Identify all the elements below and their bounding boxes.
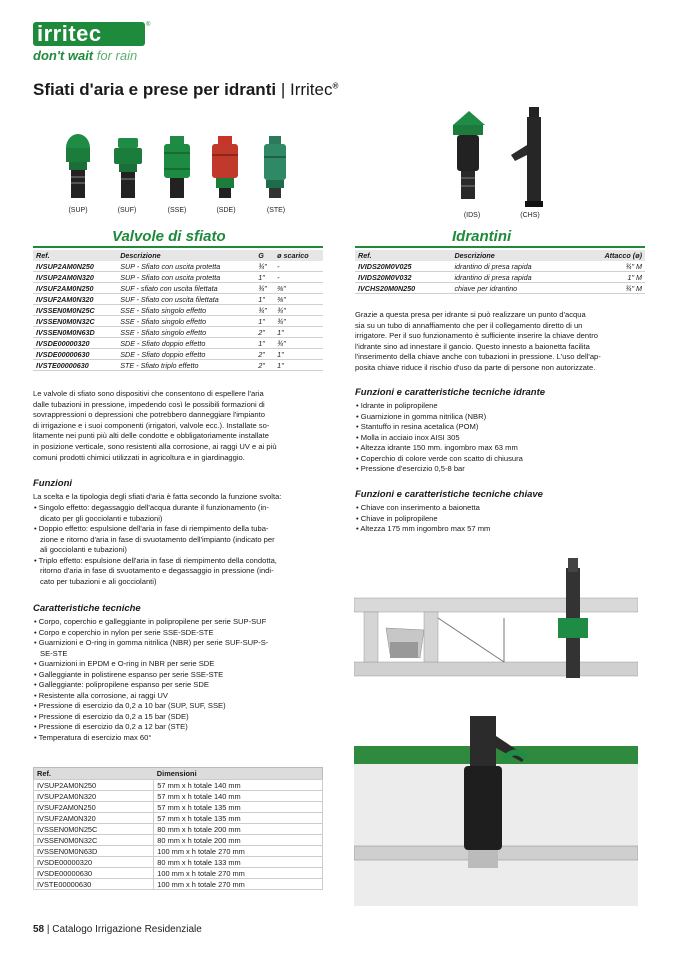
table-cell: IVSUP2AM0N320 bbox=[33, 272, 117, 283]
table-cell: IVSUP2AM0N250 bbox=[33, 261, 117, 272]
text-line: irrigatore. Per il suo funzionamento è sufficiente inserire la chiave dentro bbox=[355, 331, 598, 341]
list-item: • Doppio effetto: espulsione dell'aria in fase di riempimento della tuba- zione e ritorno d'aria in fase di svuotamento dell'impianto (indicato per ali gocciolanti e tubazioni) bbox=[33, 524, 329, 556]
table-row bbox=[355, 261, 645, 272]
text-line: di irrigazione e i suoi componenti (irrigatori, valvole ecc.). Installate so- bbox=[33, 420, 270, 430]
table-cell: IVSSEN0M0N32C bbox=[34, 835, 154, 846]
hydrant-body bbox=[464, 766, 502, 850]
air-valve-products-image bbox=[60, 132, 330, 206]
list-item: • Corpo, coperchio e galleggiante in polipropilene per serie SUP-SUF bbox=[33, 617, 329, 628]
hydrant-ids-icon bbox=[453, 111, 485, 199]
hydrant-products-image bbox=[445, 105, 555, 211]
table-row bbox=[33, 349, 323, 360]
table-row bbox=[33, 338, 323, 349]
table-cell: IVSDE00000630 bbox=[33, 349, 117, 360]
table-cell: IVIDS20M0V032 bbox=[355, 272, 451, 283]
table-cell: ⅜" bbox=[274, 294, 323, 305]
product-label-ids: (IDS) bbox=[463, 212, 481, 219]
table-cell: IVSUF2AM0N320 bbox=[34, 813, 154, 824]
hydrants-heading: Idrantini bbox=[452, 228, 512, 245]
ste-valve-icon bbox=[264, 136, 286, 198]
table-cell: SSE - Sfiato singolo effetto bbox=[117, 327, 255, 338]
table-cell: - bbox=[274, 261, 323, 272]
col-desc: Descrizione bbox=[451, 250, 578, 261]
list-item: • Chiave in polipropilene bbox=[355, 514, 647, 525]
text-line: posita chiave riduce il rischio d'uso da parte di persone non autorizzate. bbox=[355, 362, 596, 372]
table-row bbox=[34, 846, 323, 857]
table-cell: SDE - Sfiato doppio effetto bbox=[117, 349, 255, 360]
sse-valve-icon bbox=[164, 136, 190, 198]
valves-heading-rule bbox=[33, 246, 323, 248]
table-cell: IVSSEN0M0N32C bbox=[33, 316, 117, 327]
installation-diagram-surface bbox=[354, 558, 638, 688]
table-row bbox=[33, 294, 323, 305]
table-cell: IVSSEN0M0N63D bbox=[34, 846, 154, 857]
irritec-logo: irritec bbox=[33, 22, 145, 46]
table-cell: ⅜" bbox=[274, 283, 323, 294]
table-cell: 2" bbox=[255, 349, 274, 360]
text-line: litamente nei punti più alti delle condotte e obbligatoriamente installate bbox=[33, 431, 269, 441]
table-cell: 1" M bbox=[578, 272, 645, 283]
table-cell: idrantino di presa rapida bbox=[451, 261, 578, 272]
list-item: • Pressione d'esercizio 0,5-8 bar bbox=[355, 464, 647, 475]
table-cell: 2" bbox=[255, 360, 274, 371]
table-cell: ¾" bbox=[255, 283, 274, 294]
table-cell: IVSSEN0M0N63D bbox=[33, 327, 117, 338]
text-line: in posizione verticale, sono resistenti alla corrosione, ai raggi UV e ai più bbox=[33, 441, 277, 451]
table-cell: 80 mm x h totale 200 mm bbox=[154, 835, 323, 846]
installation-diagram-ground bbox=[354, 716, 638, 906]
table-cell: SSE - Sfiato singolo effetto bbox=[117, 305, 255, 316]
list-item: • Galleggiante: polipropilene espanso per serie SDE bbox=[33, 680, 329, 691]
hydrant-key-top bbox=[470, 716, 496, 766]
list-item: • Pressione di esercizio da 0,2 a 12 bar (STE) bbox=[33, 722, 329, 733]
col-attacco: Attacco (ø) bbox=[578, 250, 645, 261]
text-line: sia su un tubo di annaffiamento che per il collegamento diretto di un bbox=[355, 320, 583, 330]
funzioni-intro: La scelta e la tipologia degli sfiati d'aria è fatta secondo la funzione svolta: bbox=[33, 492, 282, 501]
table-cell: IVSUF2AM0N250 bbox=[34, 802, 154, 813]
dimensions-table bbox=[33, 767, 323, 890]
product-label-sup: (SUP) bbox=[68, 207, 88, 214]
table-row bbox=[34, 835, 323, 846]
product-label-chs: (CHS) bbox=[520, 212, 540, 219]
table-cell: IVSUF2AM0N250 bbox=[33, 283, 117, 294]
table-cell: ¾" bbox=[255, 305, 274, 316]
product-label-suf: (SUF) bbox=[117, 207, 137, 214]
table-cell: ¾" bbox=[274, 338, 323, 349]
product-label-sse: (SSE) bbox=[167, 207, 187, 214]
list-item: • Guarnizioni e O-ring in gomma nitrilica (NBR) per serie SUF-SUP-S- SE-STE bbox=[33, 638, 329, 659]
list-item: • Triplo effetto: espulsione dell'aria in fase di riempimento della condotta, ritorno d'aria in fase di svuotamento e degassaggio in pressione (indi- cato per tubazioni e ali gocciolanti) bbox=[33, 556, 329, 588]
table-row bbox=[34, 780, 323, 791]
table-cell: idrantino di presa rapida bbox=[451, 272, 578, 283]
text-line: Le valvole di sfiato sono dispositivi che consentono di espellere l'aria bbox=[33, 389, 264, 398]
text-line: Grazie a questa presa per idrante si può realizzare un punto d'acqua bbox=[355, 310, 586, 319]
table-row bbox=[34, 813, 323, 824]
table-cell: SUP - Sfiato con uscita protetta bbox=[117, 272, 255, 283]
table-cell: IVSDE00000320 bbox=[33, 338, 117, 349]
text-line: sovrappressioni o depressioni che potrebbero danneggiare l'impianto bbox=[33, 410, 265, 420]
table-cell: IVCHS20M0N250 bbox=[355, 283, 451, 294]
table-cell: SUF - Sfiato con uscita filettata bbox=[117, 294, 255, 305]
text-line: l'inserimento della chiave anche con tubazioni in pressione. L'uso dell'ap- bbox=[355, 352, 601, 362]
table-cell: IVSUF2AM0N320 bbox=[33, 294, 117, 305]
col-desc: Descrizione bbox=[117, 250, 255, 261]
col-ref: Ref. bbox=[33, 250, 117, 261]
table-row bbox=[355, 272, 645, 283]
table-cell: ¾" bbox=[274, 316, 323, 327]
list-item: • Guarnizione in gomma nitrilica (NBR) bbox=[355, 412, 647, 423]
table-cell: chiave per idrantino bbox=[451, 283, 578, 294]
idrante-heading: Funzioni e caratteristiche tecniche idrante bbox=[355, 387, 546, 398]
product-label-sde: (SDE) bbox=[216, 207, 236, 214]
caratteristiche-list bbox=[33, 617, 329, 743]
table-row bbox=[34, 824, 323, 835]
table-cell: IVSSEN0M0N25C bbox=[34, 824, 154, 835]
table-cell: 1" bbox=[255, 316, 274, 327]
valves-intro-paragraph bbox=[33, 389, 328, 463]
table-cell: 1" bbox=[274, 349, 323, 360]
table-cell: 80 mm x h totale 133 mm bbox=[154, 857, 323, 868]
table-row bbox=[33, 305, 323, 316]
table-cell: 1" bbox=[274, 327, 323, 338]
col-g: G bbox=[255, 250, 274, 261]
table-cell: ¾" bbox=[274, 305, 323, 316]
table-cell: SDE - Sfiato doppio effetto bbox=[117, 338, 255, 349]
table-cell: SSE - Sfiato singolo effetto bbox=[117, 316, 255, 327]
list-item: • Chiave con inserimento a baionetta bbox=[355, 503, 647, 514]
table-cell: IVSUP2AM0N320 bbox=[34, 791, 154, 802]
hydrant-green-cap bbox=[558, 618, 588, 638]
sup-valve-icon bbox=[66, 134, 90, 198]
table-cell: IVSTE00000630 bbox=[33, 360, 117, 371]
table-cell: - bbox=[274, 272, 323, 283]
hydrants-table bbox=[355, 250, 645, 294]
table-row bbox=[34, 879, 323, 890]
caratteristiche-heading: Caratteristiche tecniche bbox=[33, 603, 141, 614]
table-row bbox=[34, 857, 323, 868]
table-cell: IVSSEN0M0N25C bbox=[33, 305, 117, 316]
valves-heading: Valvole di sfiato bbox=[112, 228, 226, 245]
lower-pipe bbox=[354, 662, 638, 676]
list-item: • Idrante in polipropilene bbox=[355, 401, 647, 412]
list-item: • Molla in acciaio inox AISI 305 bbox=[355, 433, 647, 444]
list-item: • Resistente alla corrosione, ai raggi UV bbox=[33, 691, 329, 702]
table-cell: 1" bbox=[255, 294, 274, 305]
text-line: comuni prodotti chimici utilizzati in agricoltura e in giardinaggio. bbox=[33, 452, 245, 462]
table-cell: IVSUP2AM0N250 bbox=[34, 780, 154, 791]
table-cell: ¾" bbox=[255, 261, 274, 272]
table-cell: 1" bbox=[255, 272, 274, 283]
table-row bbox=[34, 791, 323, 802]
table-row bbox=[33, 272, 323, 283]
table-row bbox=[33, 283, 323, 294]
page-footer: 58 | Catalogo Irrigazione Residenziale bbox=[33, 924, 202, 935]
list-item: • Altezza idrante 150 mm. ingombro max 63 mm bbox=[355, 443, 647, 454]
list-item: • Stantuffo in resina acetalica (POM) bbox=[355, 422, 647, 433]
hydrants-heading-rule bbox=[355, 246, 645, 248]
table-cell: 80 mm x h totale 200 mm bbox=[154, 824, 323, 835]
upper-pipe bbox=[354, 598, 638, 612]
table-cell: IVSTE00000630 bbox=[34, 879, 154, 890]
table-cell: 57 mm x h totale 140 mm bbox=[154, 780, 323, 791]
page-title: Sfiati d'aria e prese per idranti | Irritec® bbox=[33, 80, 339, 99]
hydrants-intro-paragraph bbox=[355, 310, 647, 374]
col-scarico: ø scarico bbox=[274, 250, 323, 261]
table-row bbox=[33, 360, 323, 371]
funzioni-heading: Funzioni bbox=[33, 478, 73, 489]
table-cell: SUP - Sfiato con uscita protetta bbox=[117, 261, 255, 272]
table-cell: IVSDE00000320 bbox=[34, 857, 154, 868]
table-cell: ¾" M bbox=[578, 261, 645, 272]
text-line: l'idrante sino ad innestare il gancio. Questo innesto a baionetta facilita bbox=[355, 341, 590, 351]
col-ref: Ref. bbox=[355, 250, 451, 261]
sde-valve-icon bbox=[212, 136, 238, 198]
hydrant-key-chs-icon bbox=[511, 107, 543, 207]
col-ref: Ref. bbox=[34, 768, 154, 780]
table-cell: IVIDS20M0V025 bbox=[355, 261, 451, 272]
tagline: don't wait for rain bbox=[33, 48, 138, 63]
chiave-list bbox=[355, 503, 647, 535]
list-item: • Pressione di esercizio da 0,2 a 15 bar (SDE) bbox=[33, 712, 329, 723]
table-cell: IVSDE00000630 bbox=[34, 868, 154, 879]
table-row bbox=[34, 868, 323, 879]
table-row bbox=[355, 283, 645, 294]
idrante-list bbox=[355, 401, 647, 475]
chiave-heading: Funzioni e caratteristiche tecniche chiave bbox=[355, 489, 543, 500]
text-line: dalle tubazioni in pressione, impedendo così le possibili formazioni di bbox=[33, 399, 265, 409]
filter-body bbox=[390, 642, 418, 658]
product-label-ste: (STE) bbox=[266, 207, 286, 214]
list-item: • Pressione di esercizio da 0,2 a 10 bar (SUP, SUF, SSE) bbox=[33, 701, 329, 712]
list-item: • Singolo effetto: degassaggio dell'acqua durante il funzionamento (in- dicato per gli gocciolanti e tubazioni) bbox=[33, 503, 329, 524]
table-row bbox=[33, 261, 323, 272]
col-dimensioni: Dimensioni bbox=[154, 768, 323, 780]
table-cell: 57 mm x h totale 140 mm bbox=[154, 791, 323, 802]
table-cell: 57 mm x h totale 135 mm bbox=[154, 813, 323, 824]
list-item: • Galleggiante in polistirene espanso per serie SSE-STE bbox=[33, 670, 329, 681]
table-cell: 100 mm x h totale 270 mm bbox=[154, 879, 323, 890]
table-cell: SUF - sfiato con uscita filettata bbox=[117, 283, 255, 294]
funzioni-list bbox=[33, 503, 329, 587]
table-cell: 57 mm x h totale 135 mm bbox=[154, 802, 323, 813]
table-row bbox=[33, 316, 323, 327]
list-item: • Corpo e coperchio in nylon per serie SSE-SDE-STE bbox=[33, 628, 329, 639]
list-item: • Altezza 175 mm ingombro max 57 mm bbox=[355, 524, 647, 535]
table-cell: STE - Sfiato triplo effetto bbox=[117, 360, 255, 371]
logo-registered-mark: ® bbox=[146, 22, 151, 28]
list-item: • Coperchio di colore verde con scatto di chiusura bbox=[355, 454, 647, 465]
table-row bbox=[33, 327, 323, 338]
table-row bbox=[34, 802, 323, 813]
list-item: • Temperatura di esercizio max 60° bbox=[33, 733, 329, 744]
table-cell: 100 mm x h totale 270 mm bbox=[154, 846, 323, 857]
valves-table bbox=[33, 250, 323, 371]
table-cell: 1" bbox=[255, 338, 274, 349]
list-item: • Guarnizioni in EPDM e O-ring in NBR per serie SDE bbox=[33, 659, 329, 670]
table-cell: ¾" M bbox=[578, 283, 645, 294]
table-cell: 100 mm x h totale 270 mm bbox=[154, 868, 323, 879]
suf-valve-icon bbox=[114, 138, 142, 198]
table-cell: 2" bbox=[255, 327, 274, 338]
table-cell: 1" bbox=[274, 360, 323, 371]
